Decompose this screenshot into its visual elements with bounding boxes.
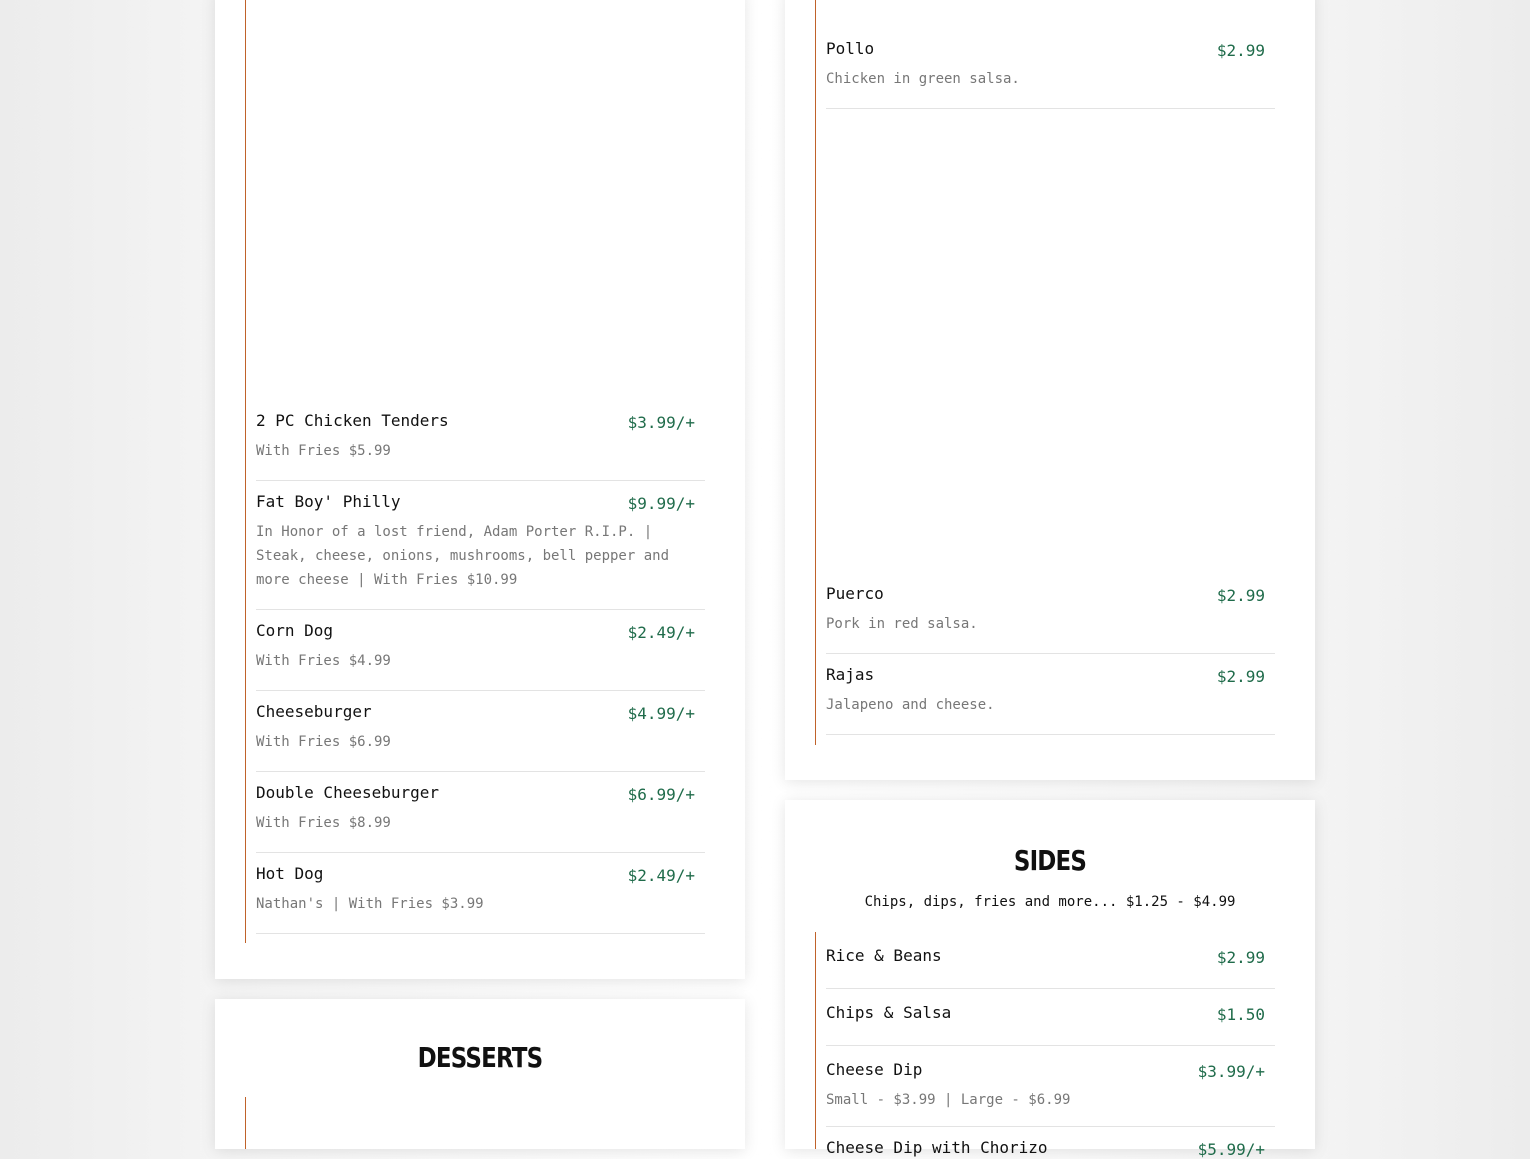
sides-card (785, 800, 1315, 1159)
left-menu-card (215, 0, 745, 979)
menu-item-price: $2.99 (1216, 667, 1265, 686)
menu-item[interactable] (256, 492, 705, 610)
menu-item[interactable] (826, 1060, 1275, 1127)
menu-item-desc: Chicken in green salsa. (826, 71, 1020, 87)
menu-item-price: $2.99 (1216, 41, 1265, 60)
menu-item-price: $4.99/+ (627, 704, 695, 723)
menu-item-desc: With Fries $8.99 (256, 815, 391, 831)
menu-item[interactable] (826, 584, 1275, 654)
menu-item[interactable] (826, 1138, 1275, 1159)
menu-item-price: $9.99/+ (627, 494, 695, 513)
menu-item-desc: With Fries $6.99 (256, 734, 391, 750)
menu-item-price: $5.99/+ (1197, 1140, 1265, 1159)
menu-item-name: 2 PC Chicken Tenders (256, 411, 449, 430)
menu-item-name: Corn Dog (256, 621, 334, 640)
menu-item-price: $2.99 (1216, 948, 1265, 967)
menu-item-name: Cheese Dip (826, 1060, 923, 1079)
menu-item-price: $2.49/+ (627, 866, 695, 885)
section-title-desserts: DESSERTS (417, 1041, 543, 1074)
menu-item-name: Fat Boy' Philly (256, 492, 401, 511)
desserts-card (215, 999, 745, 1149)
menu-item-desc: In Honor of a lost friend, Adam Porter R.I.P. | Steak, cheese, onions, mushrooms, bell pepper and more cheese | With Fries $10.99 (256, 524, 670, 588)
menu-item-desc: With Fries $4.99 (256, 653, 391, 669)
menu-item-name: Rajas (826, 665, 875, 684)
menu-item-desc: Nathan's | With Fries $3.99 (256, 896, 484, 912)
menu-item-name: Cheese Dip with Chorizo (826, 1138, 1048, 1157)
menu-item-name: Chips & Salsa (826, 1003, 952, 1022)
right-menu-card (785, 0, 1315, 780)
menu-item-desc: With Fries $5.99 (256, 443, 391, 459)
menu-item-price: $1.50 (1216, 1005, 1265, 1024)
right-menu-divider (815, 0, 816, 745)
menu-item-name: Cheeseburger (256, 702, 372, 721)
menu-item-price: $2.99 (1216, 586, 1265, 605)
menu-item-price: $2.49/+ (627, 623, 695, 642)
left-menu-divider (245, 0, 246, 943)
menu-item[interactable] (256, 411, 705, 481)
menu-item[interactable] (256, 783, 705, 853)
menu-item[interactable] (826, 665, 1275, 735)
menu-item-price: $3.99/+ (627, 413, 695, 432)
sides-divider (815, 932, 816, 1149)
menu-item-name: Puerco (826, 584, 884, 603)
menu-item-desc: Small - $3.99 | Large - $6.99 (826, 1092, 1071, 1108)
menu-item-price: $3.99/+ (1197, 1062, 1265, 1081)
menu-item-price: $6.99/+ (627, 785, 695, 804)
menu-item-name: Pollo (826, 39, 875, 58)
desserts-divider (245, 1097, 246, 1149)
menu-item-name: Hot Dog (256, 864, 324, 883)
menu-item[interactable] (826, 39, 1275, 109)
menu-item-desc: Pork in red salsa. (826, 616, 978, 632)
menu-item-name: Double Cheeseburger (256, 783, 440, 802)
menu-item[interactable] (826, 946, 1275, 989)
menu-item-desc: Jalapeno and cheese. (826, 697, 995, 713)
menu-item[interactable] (256, 621, 705, 691)
section-subtitle-sides: Chips, dips, fries and more... $1.25 - $4.99 (864, 894, 1236, 910)
menu-item[interactable] (256, 864, 705, 934)
menu-item[interactable] (826, 1003, 1275, 1046)
menu-item-name: Rice & Beans (826, 946, 942, 965)
section-title-sides: SIDES (1013, 844, 1087, 877)
menu-item[interactable] (256, 702, 705, 772)
